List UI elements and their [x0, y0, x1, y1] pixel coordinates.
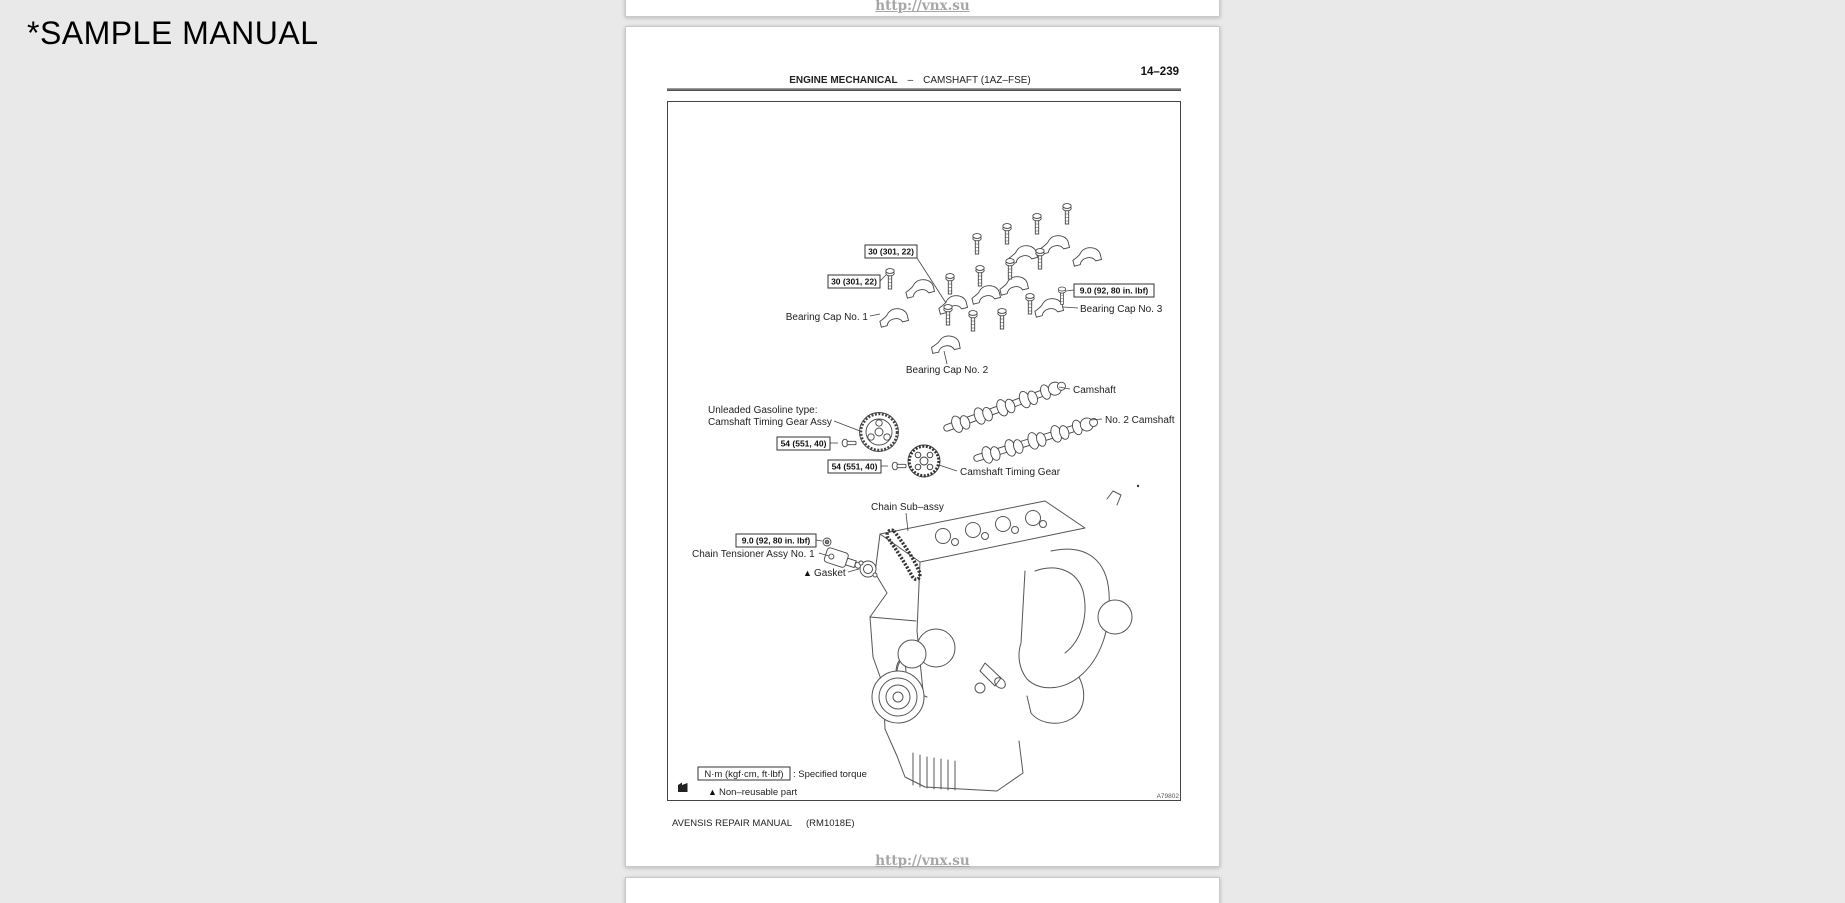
label-unleaded-line2: Camshaft Timing Gear Assy [708, 417, 832, 428]
page-header [667, 75, 1181, 86]
page-current [625, 26, 1220, 867]
label-gasket: Gasket [814, 568, 846, 579]
header-separator: – [907, 75, 914, 86]
header-topic: CAMSHAFT (1AZ–FSE) [923, 75, 1031, 86]
legend-torque-text: : Specified torque [793, 769, 867, 780]
sample-manual-label: *SAMPLE MANUAL [27, 15, 319, 51]
label-camshaft: Camshaft [1073, 385, 1116, 396]
camshaft-timing-gear-assy-art [860, 413, 899, 452]
legend-nonreusable-text: Non–reusable part [719, 787, 798, 798]
label-chain-tensioner: Chain Tensioner Assy No. 1 [692, 549, 815, 560]
label-camshaft-timing-gear: Camshaft Timing Gear [960, 467, 1061, 478]
gasket-nonreusable-triangle-icon: ▲ [803, 568, 812, 578]
label-bearing-cap-2: Bearing Cap No. 2 [905, 365, 989, 376]
page-next-partial [625, 877, 1220, 903]
page-footer [672, 818, 855, 829]
watermark-link-top[interactable]: http://vnx.su [875, 0, 970, 14]
figure-code: A79802 [1156, 793, 1179, 800]
torque-54-b: 54 (551, 40) [831, 461, 878, 472]
page-number: 14–239 [1140, 66, 1179, 78]
torque-30-b: 30 (301, 22) [831, 276, 877, 287]
label-unleaded-line1: Unleaded Gasoline type: [708, 405, 818, 416]
torque-90-bottom: 9.0 (92, 80 in. lbf) [741, 535, 811, 546]
page-previous-partial [625, 0, 1220, 17]
camshaft-timing-gear-art [908, 445, 940, 477]
torque-30-a: 30 (301, 22) [868, 246, 914, 257]
label-bearing-cap-3: Bearing Cap No. 3 [1080, 304, 1163, 315]
label-chain-subassy: Chain Sub–assy [871, 502, 944, 513]
watermark-link-bottom[interactable]: http://vnx.su [875, 853, 970, 869]
print-dot [1137, 485, 1139, 487]
torque-54-a: 54 (551, 40) [780, 438, 827, 449]
footer-manual-code: (RM1018E) [806, 818, 855, 829]
gasket-art [859, 561, 877, 577]
tensioner-bolt-art [823, 538, 831, 546]
label-bearing-cap-1: Bearing Cap No. 1 [785, 312, 868, 323]
camshaft-exploded-figure [667, 101, 1181, 801]
legend-torque-symbol: N·m (kgf·cm, ft·lbf) [704, 768, 784, 780]
footer-manual-title: AVENSIS REPAIR MANUAL [672, 818, 793, 829]
nonreusable-triangle-icon: ▲ [708, 787, 717, 797]
header-rule [667, 88, 1181, 91]
label-no2-camshaft: No. 2 Camshaft [1105, 415, 1175, 426]
header-section: ENGINE MECHANICAL [789, 75, 898, 86]
torque-90-top: 9.0 (92, 80 in. lbf) [1079, 285, 1149, 296]
